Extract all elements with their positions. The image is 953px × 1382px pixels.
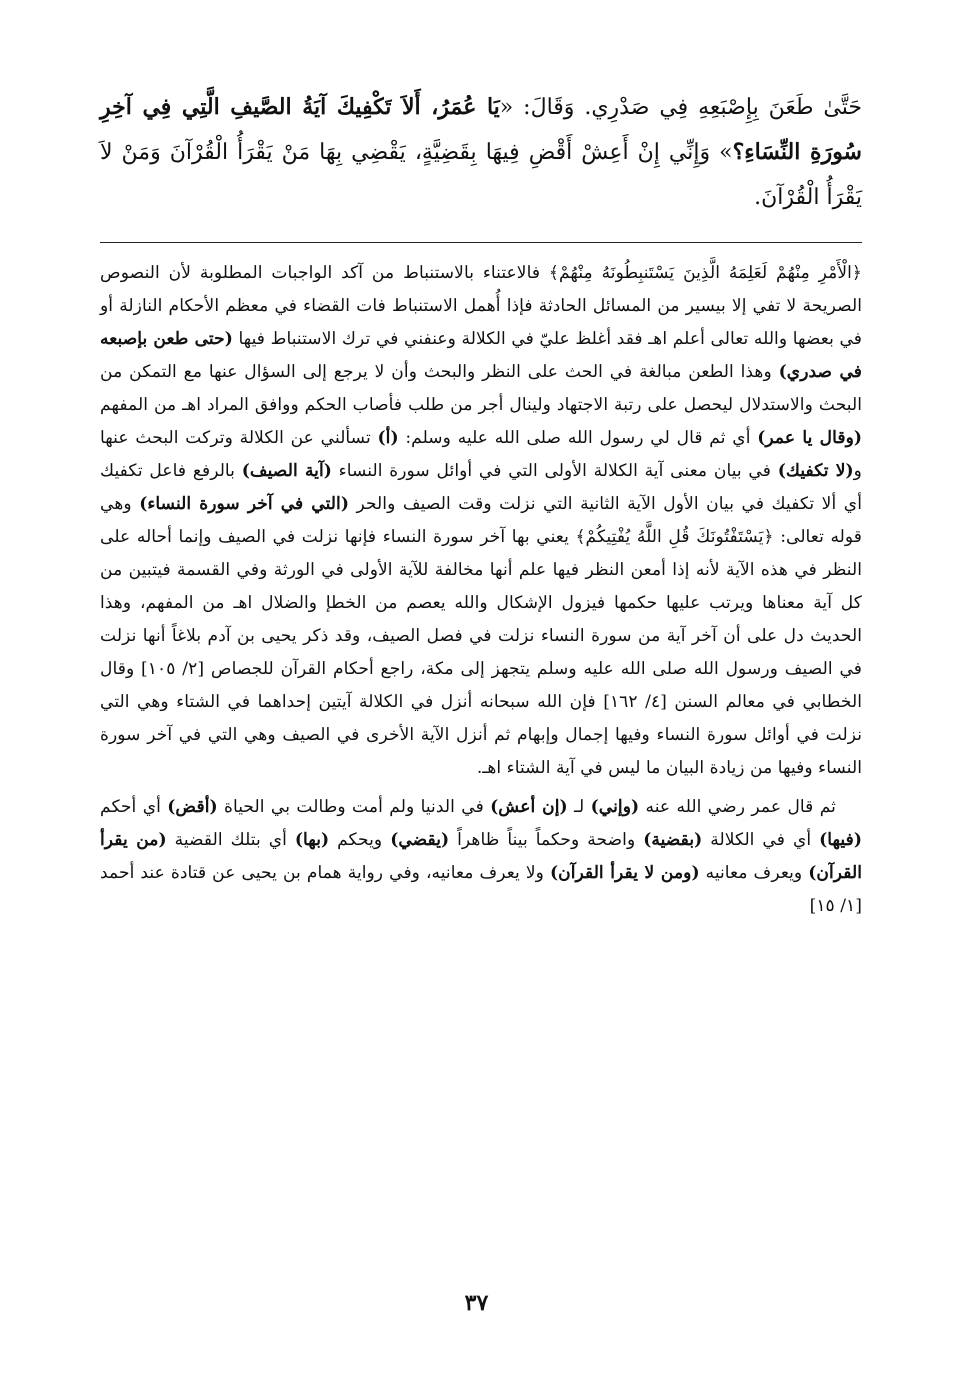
highlighted-quote: (ومن لا يقرأ القرآن) [549,863,700,883]
commentary-text: يعني بها آخر سورة النساء فإنها نزلت في الصيف وإنما أحاله على النظر في هذه الآية لأنه إذا أمعن النظر فيها علم أنها مخالفة للآية الأولى في الورثة وفي القسمة فيتبين من كل آية معناها ويرتب عليها حكمها فيزول الإشكال والله يعصم من الخطإ والضلال اهـ من المفهم، وهذا الحديث دل على أن آخر آية من سورة النساء نزلت في فصل الصيف، وقد ذكر يحيى بن آدم بلاغاً أنها نزلت في الصيف ورسول الله صلى الله عليه وسلم يتجهز إلى مكة، راجع أحكام القرآن للجصاص [٢/ ١٠٥] وقال الخطابي في معالم السنن [٤/ ١٦٢] فإن الله سبحانه أنزل في الكلالة آيتين إحداهما في الشتاء وهي التي نزلت في أوائل سورة النساء وفيها إجمال وإبهام ثم أنزل الآية الأخرى في الصيف وهي التي في آخر سورة النساء وفيها من زيادة البيان ما ليس في آية الشتاء اهـ. [100,527,862,778]
commentary-text: ولا يعرف معانيه، وفي رواية همام بن يحيى عن قتادة عند أحمد [١/ ١٥] [100,863,862,916]
hadith-bold-part: يَا عُمَرُ، أَلاَ تَكْفِيكَ آيَةُ الصَّيفِ الَّتِي فِي آخِرِ سُورَةِ النِّسَاءِ؟ [100,94,862,165]
commentary-text: أي أحكم [100,797,168,817]
commentary-text: أي في الكلالة [702,830,820,850]
highlighted-quote: (وقال يا عمر) [757,428,863,448]
commentary-text: أي ثم قال لي رسول الله صلى الله عليه وسلم: [398,428,758,448]
commentary-text: تسألني عن الكلالة وتركت البحث عنها و [100,428,862,481]
highlighted-quote: (فيها) [819,830,862,850]
hadith-part-3: » وَإِنِّي إِنْ أَعِشْ أَقْضِ فِيهَا بِقَضِيَّةٍ، يَقْضِي بِهَا مَنْ يَقْرَأُ الْقُرْآنَ وَمَنْ لاَ يَقْرَأُ الْقُرْآنَ. [100,140,862,210]
highlighted-quote: (وإني) [590,797,640,817]
commentary-text: ثم قال عمر رضي الله عنه [639,797,836,817]
highlighted-quote: (أ) [377,428,399,448]
page-body [100,85,862,923]
hadith-part-1: حَتَّىٰ طَعَنَ بِإِصْبَعِهِ فِي صَدْرِي. وَقَالَ: « [499,95,862,120]
highlighted-quote: (يقضي) [390,830,450,850]
commentary-text: لـ [567,797,591,817]
highlighted-quote: (إن أعش) [490,797,568,817]
highlighted-quote: (أقض) [167,797,218,817]
highlighted-quote: (من يقرأ القرآن) [100,830,862,883]
commentary-paragraph-1 [100,257,862,785]
commentary-text: في الدنيا ولم أمت وطالت بي الحياة [217,797,491,817]
commentary-text: ويعرف معانيه [699,863,809,883]
highlighted-quote: (التي في آخر سورة النساء) [139,494,349,514]
highlighted-quote: (بها) [294,830,330,850]
page-number: ٣٧ [464,1290,489,1316]
commentary-text: وهذا الطعن مبالغة في الحث على النظر والبحث وأن لا يرجع إلى السؤال عنها مع التمكن من البحث والاستدلال ليحصل على رتبة الاجتهاد ولينال أجر من طلب فأصاب الحكم ووافق المراد اهـ من المفهم [100,362,862,415]
commentary-text: ﴿الْأَمْرِ مِنْهُمْ لَعَلِمَهُ الَّذِينَ يَسْتَنبِطُونَهُ مِنْهُمْ﴾ [548,263,862,283]
footnote-separator [100,242,862,243]
commentary-paragraph-2 [100,791,862,923]
highlighted-quote: (آية الصيف) [241,461,332,481]
commentary-text: واضحة وحكماً بيناً ظاهراً [449,830,644,850]
commentary-text: ويحكم [329,830,391,850]
hadith-text [100,85,862,220]
commentary-text: فالاعتناء بالاستنباط من آكد الواجبات المطلوبة لأن النصوص الصريحة لا تفي إلا بيسير من المسائل الحادثة فإذا أُهمل الاستنباط فات القضاء في معظم الأحكام النازلة أو في بعضها والله تعالى أعلم اهـ فقد أغلظ عليّ في الكلالة وعنفني في ترك الاستنباط فيها [100,263,862,349]
highlighted-quote: (بقضية) [643,830,703,850]
commentary-text: ﴿يَسْتَفْتُونَكَ قُلِ اللَّهُ يُفْتِيكُمْ﴾ [575,527,774,547]
commentary-text: أي بتلك القضية [166,830,295,850]
commentary-text: في بيان معنى آية الكلالة الأولى التي في أوائل سورة النساء [331,461,778,481]
highlighted-quote: (لا تكفيك) [777,461,854,481]
commentary-text: بالرفع فاعل تكفيك أي ألا تكفيك في بيان الأول الآية الثانية التي نزلت وقت الصيف والحر [100,461,862,514]
commentary-text: وهي قوله تعالى: [100,494,863,547]
highlighted-quote: (حتى طعن بإصبعه في صدري) [100,329,863,382]
